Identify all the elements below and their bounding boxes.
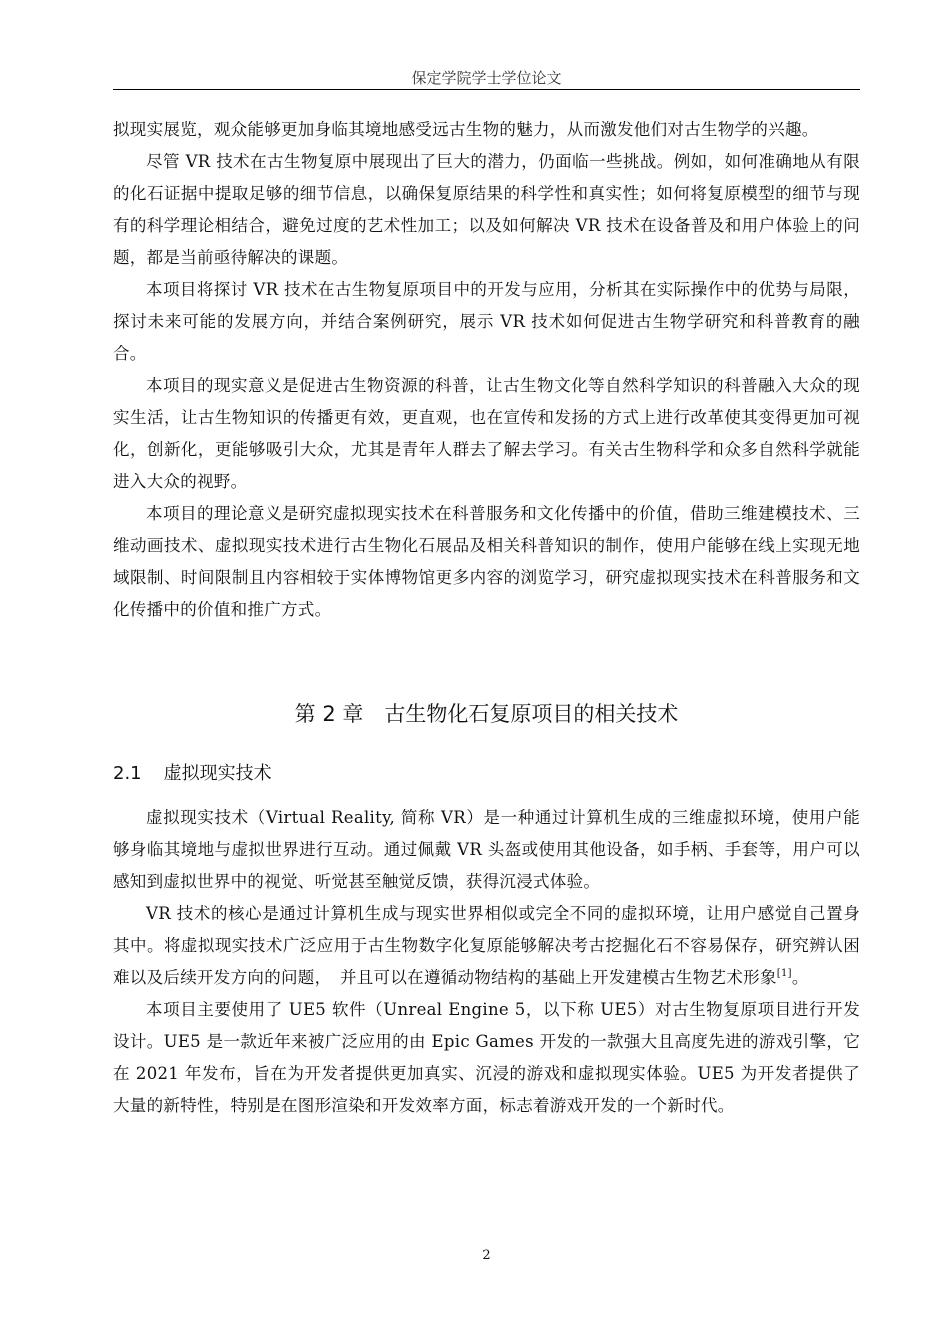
section-number: 2.1 (113, 763, 142, 784)
body-paragraph: 拟现实展览，观众能够更加身临其境地感受远古生物的魅力，从而激发他们对古生物学的兴趣。 (113, 120, 819, 139)
body-paragraph: 尽管 VR 技术在古生物复原中展现出了巨大的潜力，仍面临一些挑战。例如，如何准确地从有限的化石证据中提取足够的细节信息，以确保复原结果的科学性和真实性；如何将复原模型的细节与现有的科学理论相结合，避免过度的艺术性加工；以及如何解决 VR 技术在设备普及和用户体验上的问题，都是当前亟待解决的课题。 (113, 152, 860, 267)
header-rule (113, 89, 860, 90)
body-paragraph: 本项目的现实意义是促进古生物资源的科普，让古生物文化等自然科学知识的科普融入大众的现实生活，让古生物知识的传播更有效，更直观，也在宣传和发扬的方式上进行改革使其变得更加可视化，创新化，更能够吸引大众，尤其是青年人群去了解去学习。有关古生物科学和众多自然科学就能进入大众的视野。 (113, 376, 860, 491)
body-paragraph: 虚拟现实技术（Virtual Reality, 简称 VR）是一种通过计算机生成的三维虚拟环境，使用户能够身临其境地与虚拟世界进行互动。通过佩戴 VR 头盔或使用其他设备，如手柄、手套等，用户可以感知到虚拟世界中的视觉、听觉甚至触觉反馈，获得沉浸式体验。 (113, 808, 860, 891)
chapter-heading: 第 2 章 古生物化石复原项目的相关技术 (294, 702, 679, 726)
section-title: 虚拟现实技术 (163, 763, 272, 784)
page-header: 保定学院学士学位论文 (411, 69, 562, 87)
body-paragraph: 本项目的理论意义是研究虚拟现实技术在科普服务和文化传播中的价值，借助三维建模技术、三维动画技术、虚拟现实技术进行古生物化石展品及相关科普知识的制作，使用户能够在线上实现无地域限制、时间限制且内容相较于实体博物馆更多内容的浏览学习，研究虚拟现实技术在科普服务和文化传播中的价值和推广方式。 (113, 504, 860, 619)
paragraph-text: VR 技术的核心是通过计算机生成与现实世界相似或完全不同的虚拟环境，让用户感觉自己置身其中。将虚拟现实技术广泛应用于古生物数字化复原能够解决考古挖掘化石不容易保存，研究辨认困难以及后续开发方向的问题， 并且可以在遵循动物结构的基础上开发建模古生物艺术形象 (113, 904, 860, 987)
page-number: 2 (482, 1248, 491, 1263)
section-heading (113, 756, 860, 792)
page-content (113, 114, 860, 1122)
body-paragraph: 本项目主要使用了 UE5 软件（Unreal Engine 5，以下称 UE5）对古生物复原项目进行开发设计。UE5 是一款近年来被广泛应用的由 Epic Games 开发的一款强大且高度先进的游戏引擎，它在 2021 年发布，旨在为开发者提供更加真实、沉浸的游戏和虚拟现实体验。UE5 为开发者提供了大量的新特性，特别是在图形渲染和开发效率方面，标志着游戏开发的一个新时代。 (113, 1000, 860, 1115)
citation-reference[interactable]: [1] (776, 968, 792, 979)
body-paragraph: 本项目将探讨 VR 技术在古生物复原项目中的开发与应用，分析其在实际操作中的优势与局限，探讨未来可能的发展方向，并结合案例研究，展示 VR 技术如何促进古生物学研究和科普教育的融合。 (113, 280, 860, 363)
paragraph-end: 。 (791, 968, 809, 987)
body-paragraph (113, 898, 860, 994)
